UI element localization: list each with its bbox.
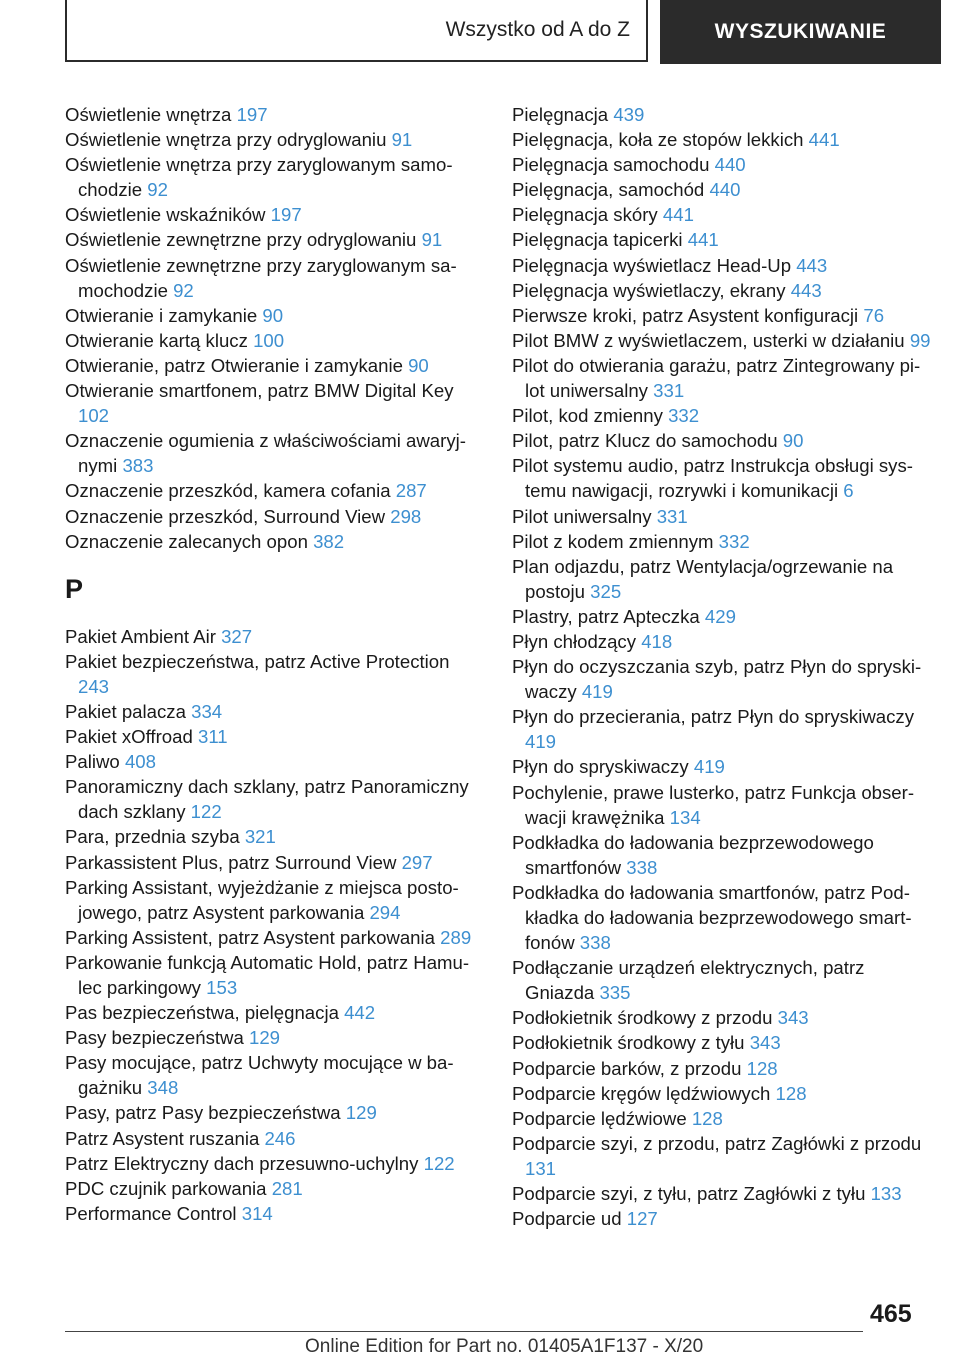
index-entry-text: Pielęgnacja tapicerki bbox=[512, 229, 683, 251]
page-reference-link[interactable]: 418 bbox=[641, 630, 673, 652]
index-entry-text: Pakiet Ambient Air bbox=[65, 625, 216, 647]
index-entry bbox=[65, 1000, 485, 1025]
index-entry-text: Pilot, kod zmienny bbox=[512, 405, 663, 427]
index-entry-text: Pielęgnacja wyświetlaczy, ekrany bbox=[512, 279, 786, 301]
index-entry bbox=[65, 1126, 485, 1151]
index-entry-text: Oświetlenie zewnętrzne przy zaryglowanym samochodzie bbox=[65, 254, 457, 301]
index-entry-text: Pas bezpieczeństwa, pielęgnacja bbox=[65, 1002, 339, 1024]
index-entry bbox=[65, 428, 485, 478]
page-reference-link[interactable]: 128 bbox=[775, 1082, 807, 1104]
index-entry bbox=[512, 880, 932, 955]
page-reference-link[interactable]: 321 bbox=[244, 826, 276, 848]
index-entry-text: Pielęgnacja skóry bbox=[512, 204, 658, 226]
index-entry-text: Oznaczenie przeszkód, Surround View bbox=[65, 505, 386, 527]
index-entry-text: Panoramiczny dach szklany, patrz Panoramiczny dach szklany bbox=[65, 776, 469, 823]
index-entry-text: Pielęgnacja wyświetlacz Head-Up bbox=[512, 254, 792, 276]
index-entry bbox=[512, 1206, 932, 1231]
page-reference-link[interactable]: 298 bbox=[390, 505, 422, 527]
index-entry bbox=[512, 328, 932, 353]
index-entry bbox=[512, 1056, 932, 1081]
index-entry bbox=[65, 152, 485, 202]
index-entry-text: Para, przednia szyba bbox=[65, 826, 240, 848]
tab-a-to-z[interactable] bbox=[65, 0, 648, 62]
index-entry bbox=[512, 1081, 932, 1106]
page-reference-link[interactable]: 128 bbox=[691, 1107, 723, 1129]
section-letter: P bbox=[65, 573, 84, 604]
page-reference-link[interactable]: 429 bbox=[704, 605, 736, 627]
page-reference-link[interactable]: 131 bbox=[525, 1157, 557, 1179]
index-entry-text: Płyn do oczyszczania szyb, patrz Płyn do spryskiwaczy bbox=[512, 656, 922, 703]
index-entry bbox=[65, 127, 485, 152]
page-reference-link[interactable]: 343 bbox=[749, 1032, 781, 1054]
index-entry-text: Performance Control bbox=[65, 1202, 237, 1224]
index-entry bbox=[65, 378, 485, 428]
index-column-left bbox=[65, 102, 485, 1226]
page-reference-link[interactable]: 314 bbox=[241, 1202, 273, 1224]
index-entry bbox=[65, 102, 485, 127]
page-reference-link[interactable]: 348 bbox=[147, 1077, 179, 1099]
page-reference-link[interactable]: 102 bbox=[78, 405, 110, 427]
index-entry-text: Parkowanie funkcją Automatic Hold, patrz Hamulec parkingowy bbox=[65, 951, 470, 998]
page-reference-link[interactable]: 440 bbox=[709, 179, 741, 201]
index-entry bbox=[512, 278, 932, 303]
page-reference-link[interactable]: 419 bbox=[525, 731, 557, 753]
index-entry bbox=[512, 127, 932, 152]
index-entry-text: Plan odjazdu, patrz Wentylacja/ogrzewanie na postoju bbox=[512, 555, 894, 602]
page-reference-link[interactable]: 419 bbox=[693, 756, 725, 778]
index-entry-text: Pilot uniwersalny bbox=[512, 505, 652, 527]
index-entry-text: Patrz Elektryczny dach przesuwno-uchylny bbox=[65, 1152, 419, 1174]
index-entry-text: Podparcie barków, z przodu bbox=[512, 1057, 742, 1079]
index-entry-text: Pielęgnacja samochodu bbox=[512, 154, 710, 176]
page-reference-link[interactable]: 129 bbox=[248, 1027, 281, 1049]
page-reference-link[interactable]: 338 bbox=[579, 932, 611, 954]
page-reference-link[interactable]: 443 bbox=[796, 254, 828, 276]
index-entry bbox=[512, 830, 932, 880]
index-entry bbox=[512, 780, 932, 830]
index-entry bbox=[512, 754, 932, 779]
page-reference-link[interactable]: 128 bbox=[746, 1057, 778, 1079]
index-entry bbox=[65, 328, 485, 353]
page-reference-link[interactable]: 311 bbox=[198, 726, 228, 748]
index-entry bbox=[512, 504, 932, 529]
page-reference-link[interactable]: 153 bbox=[206, 977, 238, 998]
page-reference-link[interactable]: 297 bbox=[401, 851, 433, 873]
index-entry-text: Pochylenie, prawe lusterko, patrz Funkcja obserwacji krawężnika bbox=[512, 781, 915, 828]
index-entry bbox=[512, 177, 932, 202]
index-entry-text: Pielęgnacja, samochód bbox=[512, 179, 705, 201]
page-reference-link[interactable]: 331 bbox=[656, 505, 688, 527]
page-reference-link[interactable]: 90 bbox=[782, 430, 804, 452]
index-entry-text: Parking Assistent, patrz Asystent parkowania bbox=[65, 926, 435, 948]
page-reference-link[interactable]: 338 bbox=[626, 856, 658, 878]
index-entry-text: Parking Assistant, wyjeżdżanie z miejsca postojowego, patrz Asystent parkowania bbox=[65, 876, 459, 923]
index-entry bbox=[65, 850, 485, 875]
index-entry bbox=[65, 1050, 485, 1100]
index-entry bbox=[65, 624, 485, 649]
index-entry-text: Oznaczenie zalecanych opon bbox=[65, 530, 308, 552]
index-entry bbox=[512, 353, 932, 403]
index-entry bbox=[65, 253, 485, 303]
page-reference-link[interactable]: 325 bbox=[590, 580, 622, 602]
page-reference-link[interactable]: 281 bbox=[271, 1177, 303, 1199]
page-reference-link[interactable]: 343 bbox=[777, 1007, 809, 1029]
page-reference-link[interactable]: 287 bbox=[395, 480, 427, 502]
index-entry-text: Pakiet bezpieczeństwa, patrz Active Protection bbox=[65, 650, 450, 672]
index-entry bbox=[512, 453, 932, 503]
page-reference-link[interactable]: 442 bbox=[344, 1002, 376, 1024]
page-reference-link[interactable]: 441 bbox=[808, 129, 840, 151]
index-entry-text: Oświetlenie wnętrza przy zaryglowanym samochodzie bbox=[65, 154, 453, 201]
index-entry bbox=[512, 202, 932, 227]
page-reference-link[interactable]: 419 bbox=[581, 681, 613, 703]
index-entry bbox=[512, 704, 932, 754]
index-entry-text: Podparcie lędźwiowe bbox=[512, 1107, 687, 1129]
index-entry-text: Pilot, patrz Klucz do samochodu bbox=[512, 430, 778, 452]
page-reference-link[interactable]: 122 bbox=[190, 801, 222, 823]
index-entry bbox=[512, 1131, 932, 1181]
index-entry-text: Plastry, patrz Apteczka bbox=[512, 605, 700, 627]
index-entry bbox=[65, 227, 485, 252]
index-entry-text: Pakiet palacza bbox=[65, 700, 186, 722]
page-reference-link[interactable]: 335 bbox=[599, 982, 631, 1004]
page-reference-link[interactable]: 76 bbox=[863, 304, 885, 326]
index-entry bbox=[512, 303, 932, 328]
index-entry-text: Podłokietnik środkowy z tyłu bbox=[512, 1032, 745, 1054]
index-entry-text: Otwieranie i zamykanie bbox=[65, 304, 258, 326]
index-entry-text: Pielęgnacja bbox=[512, 104, 609, 125]
page-header bbox=[0, 0, 960, 66]
index-entry-text: Podparcie ud bbox=[512, 1208, 622, 1230]
tab-search[interactable] bbox=[660, 0, 941, 64]
page-reference-link[interactable]: 127 bbox=[626, 1208, 658, 1230]
index-entry bbox=[512, 955, 932, 1005]
index-entry-text: Pilot BMW z wyświetlaczem, usterki w działaniu bbox=[512, 329, 905, 351]
index-entry-text: Pasy mocujące, patrz Uchwyty mocujące w bagażniku bbox=[65, 1052, 454, 1099]
index-entry-text: Płyn do przecierania, patrz Płyn do spryskiwaczy bbox=[512, 706, 914, 728]
index-entry bbox=[512, 152, 932, 177]
page-reference-link[interactable]: 408 bbox=[124, 751, 156, 773]
index-entry-text: Pilot do otwierania garażu, patrz Zintegrowany pilot uniwersalny bbox=[512, 354, 921, 402]
index-entry-text: Otwieranie smartfonem, patrz BMW Digital Key bbox=[65, 380, 454, 402]
index-entry bbox=[512, 554, 932, 604]
index-entry bbox=[512, 529, 932, 554]
index-entry bbox=[512, 428, 932, 453]
tab-a-to-z-label: Wszystko od A do Z bbox=[445, 18, 630, 41]
page-reference-link[interactable]: 332 bbox=[718, 530, 750, 552]
page-reference-link[interactable]: 91 bbox=[421, 229, 443, 251]
index-entry-text: Pakiet xOffroad bbox=[65, 726, 193, 748]
page-number: 465 bbox=[870, 1300, 912, 1328]
page-reference-link[interactable]: 294 bbox=[369, 901, 401, 923]
page-reference-link[interactable]: 246 bbox=[264, 1127, 296, 1149]
index-entry-text: Pasy bezpieczeństwa bbox=[65, 1027, 244, 1049]
index-entry bbox=[65, 749, 485, 774]
index-entry-text: Patrz Asystent ruszania bbox=[65, 1127, 260, 1149]
index-entry bbox=[512, 654, 932, 704]
page-reference-link[interactable]: 134 bbox=[669, 806, 701, 828]
index-entry-text: Podkładka do ładowania bezprzewodowego smartfonów bbox=[512, 831, 874, 878]
index-entry bbox=[512, 629, 932, 654]
index-entry-text: Pilot z kodem zmiennym bbox=[512, 530, 714, 552]
index-entry-text: Oświetlenie wskaźników bbox=[65, 204, 266, 226]
index-entry bbox=[65, 699, 485, 724]
index-entry bbox=[65, 529, 485, 554]
page-reference-link[interactable]: 99 bbox=[909, 329, 931, 351]
index-entry bbox=[65, 1176, 485, 1201]
index-entry bbox=[65, 1025, 485, 1050]
index-entry bbox=[65, 504, 485, 529]
index-entry-text: Pielęgnacja, koła ze stopów lekkich bbox=[512, 129, 804, 151]
index-entry-text: Płyn do spryskiwaczy bbox=[512, 756, 689, 778]
index-entry bbox=[65, 649, 485, 699]
page-reference-link[interactable]: 331 bbox=[653, 380, 685, 402]
page-reference-link[interactable]: 122 bbox=[423, 1152, 455, 1174]
page-reference-link[interactable]: 129 bbox=[345, 1102, 377, 1124]
page-reference-link[interactable]: 332 bbox=[668, 405, 700, 427]
index-entry-text: Płyn chłodzący bbox=[512, 630, 637, 652]
index-entry bbox=[65, 824, 485, 849]
index-entry bbox=[65, 950, 485, 1000]
index-entry-text: Oświetlenie zewnętrzne przy odryglowaniu bbox=[65, 229, 417, 251]
index-entry-text: Oznaczenie ogumienia z właściwościami awaryjnymi bbox=[65, 430, 466, 477]
page-reference-link[interactable]: 197 bbox=[270, 204, 302, 226]
page-reference-link[interactable]: 383 bbox=[122, 455, 154, 477]
index-entry-text: Paliwo bbox=[65, 751, 120, 773]
page-reference-link[interactable]: 100 bbox=[253, 329, 285, 351]
tab-search-label: WYSZUKIWANIE bbox=[714, 20, 887, 43]
index-entry bbox=[65, 353, 485, 378]
index-entry-text: Podparcie szyi, z przodu, patrz Zagłówki z przodu bbox=[512, 1132, 922, 1154]
index-entry bbox=[512, 1005, 932, 1030]
index-entry bbox=[512, 1106, 932, 1131]
index-entry-text: Oświetlenie wnętrza bbox=[65, 104, 232, 125]
page-reference-link[interactable]: 327 bbox=[221, 625, 253, 647]
index-entry-text: Pierwsze kroki, patrz Asystent konfiguracji bbox=[512, 304, 859, 326]
index-entry bbox=[65, 1151, 485, 1176]
index-entry bbox=[65, 875, 485, 925]
index-entry bbox=[512, 604, 932, 629]
index-entry bbox=[512, 403, 932, 428]
index-entry-text: Otwieranie, patrz Otwieranie i zamykanie bbox=[65, 354, 403, 376]
page-reference-link[interactable]: 441 bbox=[687, 229, 719, 251]
index-entry-text: Oświetlenie wnętrza przy odryglowaniu bbox=[65, 129, 387, 151]
page-reference-link[interactable]: 91 bbox=[391, 129, 413, 151]
page-reference-link[interactable]: 382 bbox=[313, 530, 345, 552]
page-reference-link[interactable]: 243 bbox=[78, 675, 110, 697]
index-entry-text: Podłokietnik środkowy z przodu bbox=[512, 1007, 773, 1029]
page-reference-link[interactable]: 92 bbox=[173, 279, 194, 301]
index-entry-text: Pasy, patrz Pasy bezpieczeństwa bbox=[65, 1102, 341, 1124]
index-entry bbox=[65, 1201, 485, 1226]
index-entry bbox=[512, 227, 932, 252]
index-entry bbox=[65, 202, 485, 227]
page-reference-link[interactable]: 6 bbox=[843, 480, 854, 502]
index-entry bbox=[65, 1100, 485, 1125]
footer-divider bbox=[65, 1331, 863, 1332]
index-entry-text: Podkładka do ładowania smartfonów, patrz Podkładka do ładowania bezprzewodowego smartfonów bbox=[512, 881, 912, 954]
index-entry-text: Podparcie kręgów lędźwiowych bbox=[512, 1082, 771, 1104]
page-reference-link[interactable]: 441 bbox=[662, 204, 694, 226]
page-reference-link[interactable]: 90 bbox=[408, 354, 429, 376]
page-reference-link[interactable]: 92 bbox=[147, 179, 168, 201]
index-entry bbox=[512, 1030, 932, 1055]
page-reference-link[interactable]: 133 bbox=[870, 1183, 902, 1205]
index-entry bbox=[512, 102, 932, 127]
page-reference-link[interactable]: 90 bbox=[262, 304, 284, 326]
index-entry-text: Pilot systemu audio, patrz Instrukcja obsługi systemu nawigacji, rozrywki i komunikacji bbox=[512, 455, 913, 502]
page-reference-link[interactable]: 289 bbox=[440, 926, 472, 948]
index-entry-text: Otwieranie kartą klucz bbox=[65, 329, 248, 351]
page-reference-link[interactable]: 440 bbox=[714, 154, 746, 176]
index-entry bbox=[65, 724, 485, 749]
index-entry bbox=[65, 774, 485, 824]
page-reference-link[interactable]: 197 bbox=[236, 104, 268, 125]
index-entry-text: Podparcie szyi, z tyłu, patrz Zagłówki z tyłu bbox=[512, 1183, 866, 1205]
index-entry-text: Parkassistent Plus, patrz Surround View bbox=[65, 851, 397, 873]
index-entry-text: PDC czujnik parkowania bbox=[65, 1177, 267, 1199]
page-reference-link[interactable]: 334 bbox=[191, 700, 223, 722]
index-entry bbox=[512, 1181, 932, 1206]
index-entry bbox=[65, 303, 485, 328]
index-entry-text: Oznaczenie przeszkód, kamera cofania bbox=[65, 480, 391, 502]
index-column-right bbox=[512, 102, 932, 1231]
page-reference-link[interactable]: 439 bbox=[613, 104, 645, 125]
index-entry-text: Podłączanie urządzeń elektrycznych, patrz Gniazda bbox=[512, 957, 865, 1004]
page-reference-link[interactable]: 443 bbox=[790, 279, 822, 301]
index-entry bbox=[65, 478, 485, 503]
index-entry bbox=[512, 253, 932, 278]
edition-note: Online Edition for Part no. 01405A1F137 - X/20 bbox=[305, 1336, 704, 1357]
index-entry bbox=[65, 925, 485, 950]
